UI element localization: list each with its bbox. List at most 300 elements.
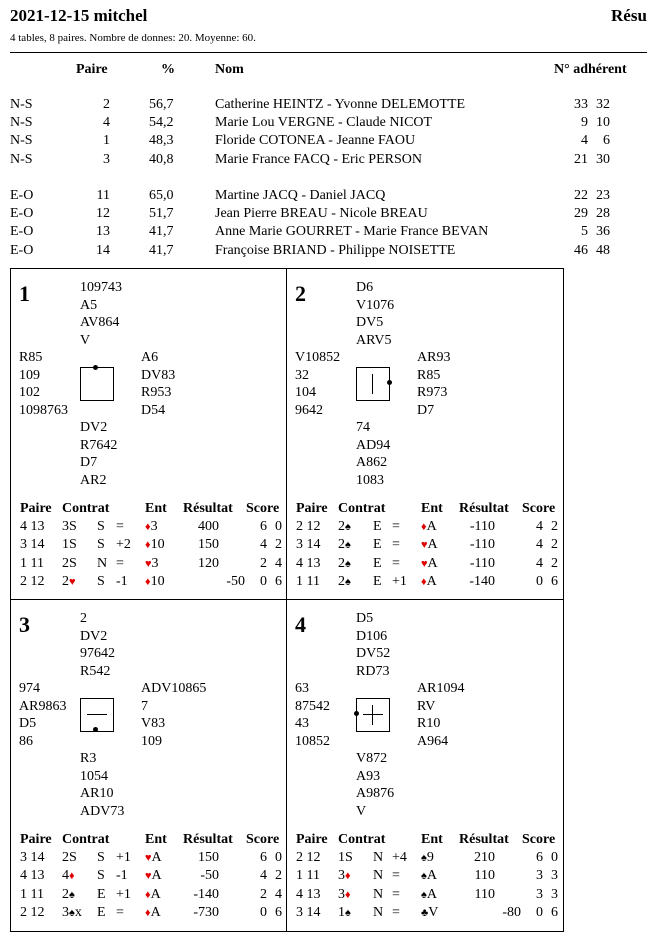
hand-suit-holding: V10852: [295, 350, 341, 365]
hand-suit-holding: R953: [141, 385, 172, 400]
result-points-ns: 3: [536, 886, 543, 902]
result-ns-score: -140: [469, 574, 495, 590]
result-eo-score: -50: [226, 574, 245, 590]
hand-suit-holding: R973: [417, 385, 448, 400]
result-lead: [421, 556, 438, 572]
lead-suit-icon: ♣: [421, 907, 429, 920]
result-ns-score: 110: [474, 868, 495, 884]
rank-member-1: 5: [581, 224, 588, 240]
lead-card: A: [427, 537, 438, 553]
results-header-pair: Paire: [296, 832, 328, 847]
results-header-result: Résultat: [183, 501, 233, 516]
lead-card: A: [150, 905, 161, 921]
hand-suit-holding: D106: [356, 628, 388, 644]
col-header-member: N° adhérent: [554, 62, 627, 77]
hand-suit-holding: 86: [19, 733, 33, 749]
result-tricks: -1: [116, 868, 128, 884]
result-declarer: E: [97, 905, 106, 921]
hand-suit-holding: 7: [141, 698, 148, 714]
rank-name: Floride COTONEA - Jeanne FAOU: [215, 133, 416, 149]
hand-suit-holding: 1083: [356, 472, 384, 488]
hand-suit-holding: 109: [19, 367, 40, 383]
result-declarer: S: [97, 850, 105, 865]
result-pair: 3 14: [296, 905, 321, 921]
hand-suit-holding: V83: [141, 716, 166, 731]
result-declarer: E: [373, 574, 382, 590]
result-pair: 1 11: [296, 574, 320, 590]
board-2: [286, 268, 564, 600]
contract-suit-icon: ♠: [345, 521, 351, 533]
hand-suit-holding: DV83: [141, 367, 176, 383]
result-contract: [62, 850, 77, 866]
result-declarer: S: [97, 519, 105, 534]
hand-east: [417, 680, 464, 750]
result-row: [287, 850, 563, 868]
hand-west: [19, 349, 68, 419]
hand-suit-holding: DV5: [356, 315, 384, 330]
vuln-eo-bar: [363, 714, 383, 715]
rank-name: Anne Marie GOURRET - Marie France BEVAN: [215, 224, 489, 240]
rank-member-2: 30: [596, 151, 610, 167]
rank-member-2: 28: [596, 206, 610, 222]
lead-card: 10: [150, 574, 165, 590]
rank-member-2: 23: [596, 188, 610, 203]
hand-east: [141, 680, 206, 750]
rank-percent: 41,7: [149, 242, 174, 258]
rank-percent: 56,7: [149, 97, 174, 112]
result-points-ns: 2: [260, 886, 267, 902]
results-header-lead: Ent: [145, 501, 167, 516]
rank-pair: 2: [103, 97, 110, 112]
rank-direction: E-O: [10, 188, 34, 203]
result-lead: [421, 519, 437, 535]
result-declarer: E: [373, 555, 382, 571]
hand-west: [295, 349, 340, 419]
result-tricks: +4: [392, 850, 407, 865]
rank-direction: N-S: [10, 97, 33, 112]
result-declarer: N: [373, 850, 384, 865]
board-number: 3: [19, 612, 30, 637]
result-row: [287, 537, 563, 555]
vuln-ns-bar: [372, 705, 373, 725]
hand-suit-holding: 97642: [80, 646, 115, 661]
lead-suit-icon: ♥: [421, 539, 428, 552]
result-declarer: S: [97, 574, 105, 590]
result-declarer: N: [97, 555, 108, 571]
contract-level: 3: [62, 905, 69, 921]
hand-suit-holding: 74: [356, 420, 370, 435]
lead-card: A: [426, 886, 437, 902]
result-tricks: =: [392, 519, 400, 534]
hand-suit-holding: D7: [417, 402, 435, 418]
result-contract: [338, 556, 351, 572]
hand-east: [417, 349, 450, 419]
dealer-vulnerability-box: [80, 698, 114, 732]
hand-suit-holding: 1054: [80, 768, 108, 784]
vuln-ns-bar: [372, 374, 373, 394]
hand-suit-holding: V: [80, 332, 91, 348]
rank-percent: 51,7: [149, 206, 174, 222]
contract-double: x: [74, 905, 82, 921]
result-points-ns: 0: [260, 574, 267, 590]
hand-suit-holding: 109743: [80, 280, 122, 295]
board-3: [10, 599, 287, 932]
results-header-result: Résultat: [459, 832, 509, 847]
result-lead: [145, 905, 161, 921]
result-points-eo: 4: [275, 886, 282, 902]
result-row: [11, 905, 286, 923]
board-number: 2: [295, 281, 306, 306]
contract-level: 1S: [338, 850, 353, 865]
result-points-eo: 2: [551, 537, 558, 553]
contract-level: 2: [62, 574, 69, 590]
board-number: 1: [19, 281, 30, 306]
contract-level: 2S: [62, 850, 77, 865]
hand-east: [141, 349, 175, 419]
lead-suit-icon: ♥: [145, 557, 152, 570]
lead-card: 3: [150, 519, 158, 534]
col-header-name: Nom: [215, 62, 244, 77]
contract-level: 1S: [62, 537, 77, 553]
result-pair: 1 11: [296, 868, 320, 884]
result-tricks: +1: [392, 574, 407, 590]
results-header-contract: Contrat: [62, 501, 110, 516]
board-4: [286, 599, 564, 932]
result-lead: [145, 519, 158, 535]
rank-percent: 65,0: [149, 188, 174, 203]
rank-member-1: 21: [574, 151, 588, 167]
result-contract: [338, 537, 351, 553]
result-contract: [338, 887, 351, 903]
rank-pair: 12: [96, 206, 110, 222]
result-points-eo: 2: [551, 519, 558, 534]
rank-member-1: 33: [574, 97, 588, 112]
hand-suit-holding: AR2: [80, 472, 107, 488]
result-pair: 1 11: [20, 886, 44, 902]
hand-suit-holding: AR9863: [19, 698, 67, 714]
result-tricks: =: [392, 886, 400, 902]
dealer-vulnerability-box: [356, 367, 390, 401]
result-contract: [338, 868, 351, 884]
hand-suit-holding: RV: [417, 698, 436, 714]
lead-suit-icon: ♦: [421, 521, 427, 533]
dealer-dot: [354, 711, 359, 716]
result-contract: [62, 868, 75, 884]
hand-suit-holding: 1098763: [19, 402, 68, 418]
result-points-eo: 0: [551, 850, 558, 865]
result-points-eo: 2: [275, 868, 282, 884]
result-points-ns: 4: [260, 537, 267, 553]
result-pair: 2 12: [20, 905, 45, 921]
contract-suit-icon: ♠: [345, 576, 351, 589]
lead-suit-icon: ♠: [421, 852, 427, 864]
lead-suit-icon: ♦: [145, 521, 151, 533]
hand-suit-holding: R7642: [80, 437, 118, 453]
result-tricks: -1: [116, 574, 128, 590]
result-lead: [145, 868, 162, 884]
result-points-ns: 4: [536, 555, 543, 571]
rank-pair: 4: [103, 115, 110, 131]
result-pair: 4 13: [296, 555, 321, 571]
result-contract: [62, 887, 75, 903]
rank-percent: 40,8: [149, 151, 174, 167]
result-tricks: =: [392, 905, 400, 921]
result-pair: 2 12: [296, 850, 321, 865]
hand-suit-holding: D5: [19, 716, 37, 731]
hand-suit-holding: AR93: [417, 350, 451, 365]
lead-card: A: [151, 868, 162, 884]
hand-north: [356, 279, 394, 349]
result-row: [287, 887, 563, 905]
contract-suit-icon: ♠: [69, 907, 75, 920]
results-header-pair: Paire: [20, 501, 52, 516]
rank-name: Françoise BRIAND - Philippe NOISETTE: [215, 242, 456, 258]
dealer-vulnerability-box: [80, 367, 114, 401]
results-header-score: Score: [246, 501, 280, 516]
hand-suit-holding: R10: [417, 716, 441, 731]
hand-suit-holding: AR1094: [417, 681, 465, 696]
lead-suit-icon: ♦: [421, 576, 427, 589]
result-tricks: =: [116, 519, 124, 534]
result-lead: [145, 556, 159, 572]
result-ns-score: 150: [198, 850, 219, 865]
result-lead: [421, 868, 437, 884]
result-tricks: =: [392, 555, 400, 571]
result-ns-score: -140: [193, 886, 219, 902]
result-ns-score: -110: [469, 519, 495, 534]
results-header-pair: Paire: [20, 832, 52, 847]
results-header-lead: Ent: [421, 501, 443, 516]
result-pair: 2 12: [20, 574, 45, 590]
result-points-eo: 3: [551, 886, 558, 902]
result-contract: [338, 574, 351, 590]
rank-direction: E-O: [10, 224, 34, 240]
hand-suit-holding: DV2: [80, 420, 108, 435]
result-lead: [145, 887, 161, 903]
result-points-ns: 6: [536, 850, 543, 865]
contract-suit-icon: ♦: [69, 870, 75, 883]
result-ns-score: 400: [198, 519, 219, 534]
results-header-pair: Paire: [296, 501, 328, 516]
contract-suit-icon: ♥: [69, 576, 76, 589]
hand-suit-holding: R85: [19, 350, 43, 365]
lead-suit-icon: ♠: [421, 870, 427, 883]
lead-card: A: [426, 519, 437, 534]
rank-member-2: 10: [596, 115, 610, 131]
rank-name: Catherine HEINTZ - Yvonne DELEMOTTE: [215, 97, 466, 112]
results-header-lead: Ent: [421, 832, 443, 847]
hand-suit-holding: D54: [141, 402, 166, 418]
lead-suit-icon: ♥: [145, 852, 152, 864]
result-points-eo: 4: [275, 555, 282, 571]
result-lead: [145, 537, 165, 553]
result-contract: [338, 850, 353, 866]
hand-suit-holding: R85: [417, 367, 441, 383]
lead-suit-icon: ♥: [145, 870, 152, 883]
contract-suit-icon: ♦: [345, 870, 351, 883]
result-points-ns: 4: [536, 537, 543, 553]
contract-level: 4: [62, 868, 69, 884]
hand-suit-holding: ARV5: [356, 332, 392, 348]
result-points-eo: 0: [275, 519, 282, 534]
contract-level: 2: [338, 574, 345, 590]
result-points-ns: 6: [260, 850, 267, 865]
result-points-ns: 0: [536, 574, 543, 590]
results-header-result: Résultat: [183, 832, 233, 847]
hand-suit-holding: 2: [80, 611, 87, 626]
result-row: [11, 556, 286, 574]
results-header-score: Score: [522, 501, 556, 516]
dealer-dot: [93, 365, 98, 370]
result-contract: [62, 905, 82, 921]
result-lead: [421, 574, 437, 590]
dealer-dot: [387, 380, 392, 385]
result-row: [11, 887, 286, 905]
results-header-contract: Contrat: [338, 832, 386, 847]
result-lead: [145, 574, 165, 590]
contract-level: 3: [338, 886, 345, 902]
result-points-ns: 4: [260, 868, 267, 884]
rank-direction: N-S: [10, 133, 33, 149]
hand-suit-holding: R542: [80, 663, 111, 679]
hand-suit-holding: 87542: [295, 698, 330, 714]
rank-name: Marie Lou VERGNE - Claude NICOT: [215, 115, 433, 131]
result-points-eo: 6: [551, 905, 558, 921]
result-points-ns: 0: [260, 905, 267, 921]
result-lead: [421, 850, 434, 866]
result-declarer: N: [373, 868, 384, 884]
hand-suit-holding: 10852: [295, 733, 330, 749]
contract-level: 2: [338, 555, 345, 571]
contract-level: 2: [62, 886, 69, 902]
result-points-ns: 6: [260, 519, 267, 534]
result-pair: 3 14: [20, 537, 45, 553]
result-pair: 4 13: [20, 519, 45, 534]
result-lead: [421, 887, 437, 903]
result-row: [287, 905, 563, 923]
result-contract: [62, 574, 76, 590]
results-header-contract: Contrat: [338, 501, 386, 516]
hand-suit-holding: A93: [356, 768, 381, 784]
result-pair: 1 11: [20, 555, 44, 571]
rank-member-2: 36: [596, 224, 610, 240]
rank-percent: 41,7: [149, 224, 174, 240]
contract-suit-icon: ♠: [69, 888, 75, 901]
contract-level: 3: [338, 868, 345, 884]
result-declarer: S: [97, 868, 105, 884]
result-points-eo: 0: [275, 850, 282, 865]
hand-suit-holding: V1076: [356, 297, 395, 313]
result-contract: [338, 905, 351, 921]
result-contract: [62, 556, 77, 572]
hand-suit-holding: R3: [80, 751, 97, 766]
hand-suit-holding: A6: [141, 350, 159, 365]
hand-south: [80, 419, 117, 489]
result-row: [287, 868, 563, 886]
hand-suit-holding: A9876: [356, 786, 395, 801]
result-tricks: =: [392, 868, 400, 884]
result-declarer: E: [97, 886, 106, 902]
page-subtitle: 4 tables, 8 paires. Nombre de donnes: 20. Moyenne: 60.: [10, 32, 256, 44]
result-tricks: =: [392, 537, 400, 553]
board-1: [10, 268, 287, 600]
lead-card: A: [151, 850, 162, 865]
results-header-score: Score: [522, 832, 556, 847]
lead-card: V: [428, 905, 439, 921]
hand-north: [80, 610, 115, 680]
lead-card: 10: [150, 537, 165, 553]
result-points-eo: 2: [551, 555, 558, 571]
lead-suit-icon: ♦: [145, 539, 151, 552]
hand-suit-holding: 974: [19, 681, 40, 696]
results-header-lead: Ent: [145, 832, 167, 847]
rank-member-1: 29: [574, 206, 588, 222]
hand-suit-holding: 104: [295, 385, 316, 400]
hand-south: [356, 419, 390, 489]
page-title-right: Résu: [611, 6, 647, 25]
hand-suit-holding: D7: [80, 455, 98, 470]
hand-suit-holding: A964: [417, 733, 449, 749]
result-pair: 2 12: [296, 519, 321, 534]
result-row: [11, 868, 286, 886]
results-header-contract: Contrat: [62, 832, 110, 847]
contract-suit-icon: ♠: [345, 557, 351, 570]
result-pair: 4 13: [20, 868, 45, 884]
results-table: [11, 501, 286, 601]
result-lead: [145, 850, 162, 866]
vuln-eo-bar: [87, 714, 107, 715]
hand-suit-holding: D6: [356, 280, 374, 295]
result-tricks: +1: [116, 886, 131, 902]
hand-suit-holding: 43: [295, 716, 309, 731]
result-tricks: +2: [116, 537, 131, 553]
result-row: [11, 574, 286, 592]
result-lead: [421, 537, 438, 553]
result-row: [287, 574, 563, 592]
hand-suit-holding: V872: [356, 751, 388, 766]
result-tricks: =: [116, 905, 124, 921]
result-points-eo: 6: [551, 574, 558, 590]
lead-card: A: [150, 886, 161, 902]
result-eo-score: -80: [502, 905, 521, 921]
hand-suit-holding: A862: [356, 455, 388, 470]
result-row: [11, 850, 286, 868]
result-ns-score: 120: [198, 555, 219, 571]
rank-percent: 48,3: [149, 133, 174, 149]
rank-name: Marie France FACQ - Eric PERSON: [215, 151, 422, 167]
hand-west: [19, 680, 66, 750]
rank-direction: E-O: [10, 206, 34, 222]
hand-suit-holding: V: [356, 803, 367, 819]
hand-suit-holding: ADV73: [80, 803, 125, 819]
hand-suit-holding: AD94: [356, 437, 391, 453]
result-ns-score: 150: [198, 537, 219, 553]
result-pair: 3 14: [296, 537, 321, 553]
hand-south: [356, 750, 394, 820]
hand-suit-holding: D5: [356, 611, 374, 626]
result-ns-score: -110: [469, 537, 495, 553]
contract-level: 2: [338, 519, 345, 534]
result-points-eo: 6: [275, 574, 282, 590]
contract-suit-icon: ♠: [345, 539, 351, 552]
result-tricks: =: [116, 555, 124, 571]
result-ns-score: -110: [469, 555, 495, 571]
result-row: [11, 537, 286, 555]
rank-member-1: 22: [574, 188, 588, 203]
result-declarer: N: [373, 905, 384, 921]
contract-suit-icon: ♦: [345, 888, 351, 901]
lead-card: A: [426, 868, 437, 884]
